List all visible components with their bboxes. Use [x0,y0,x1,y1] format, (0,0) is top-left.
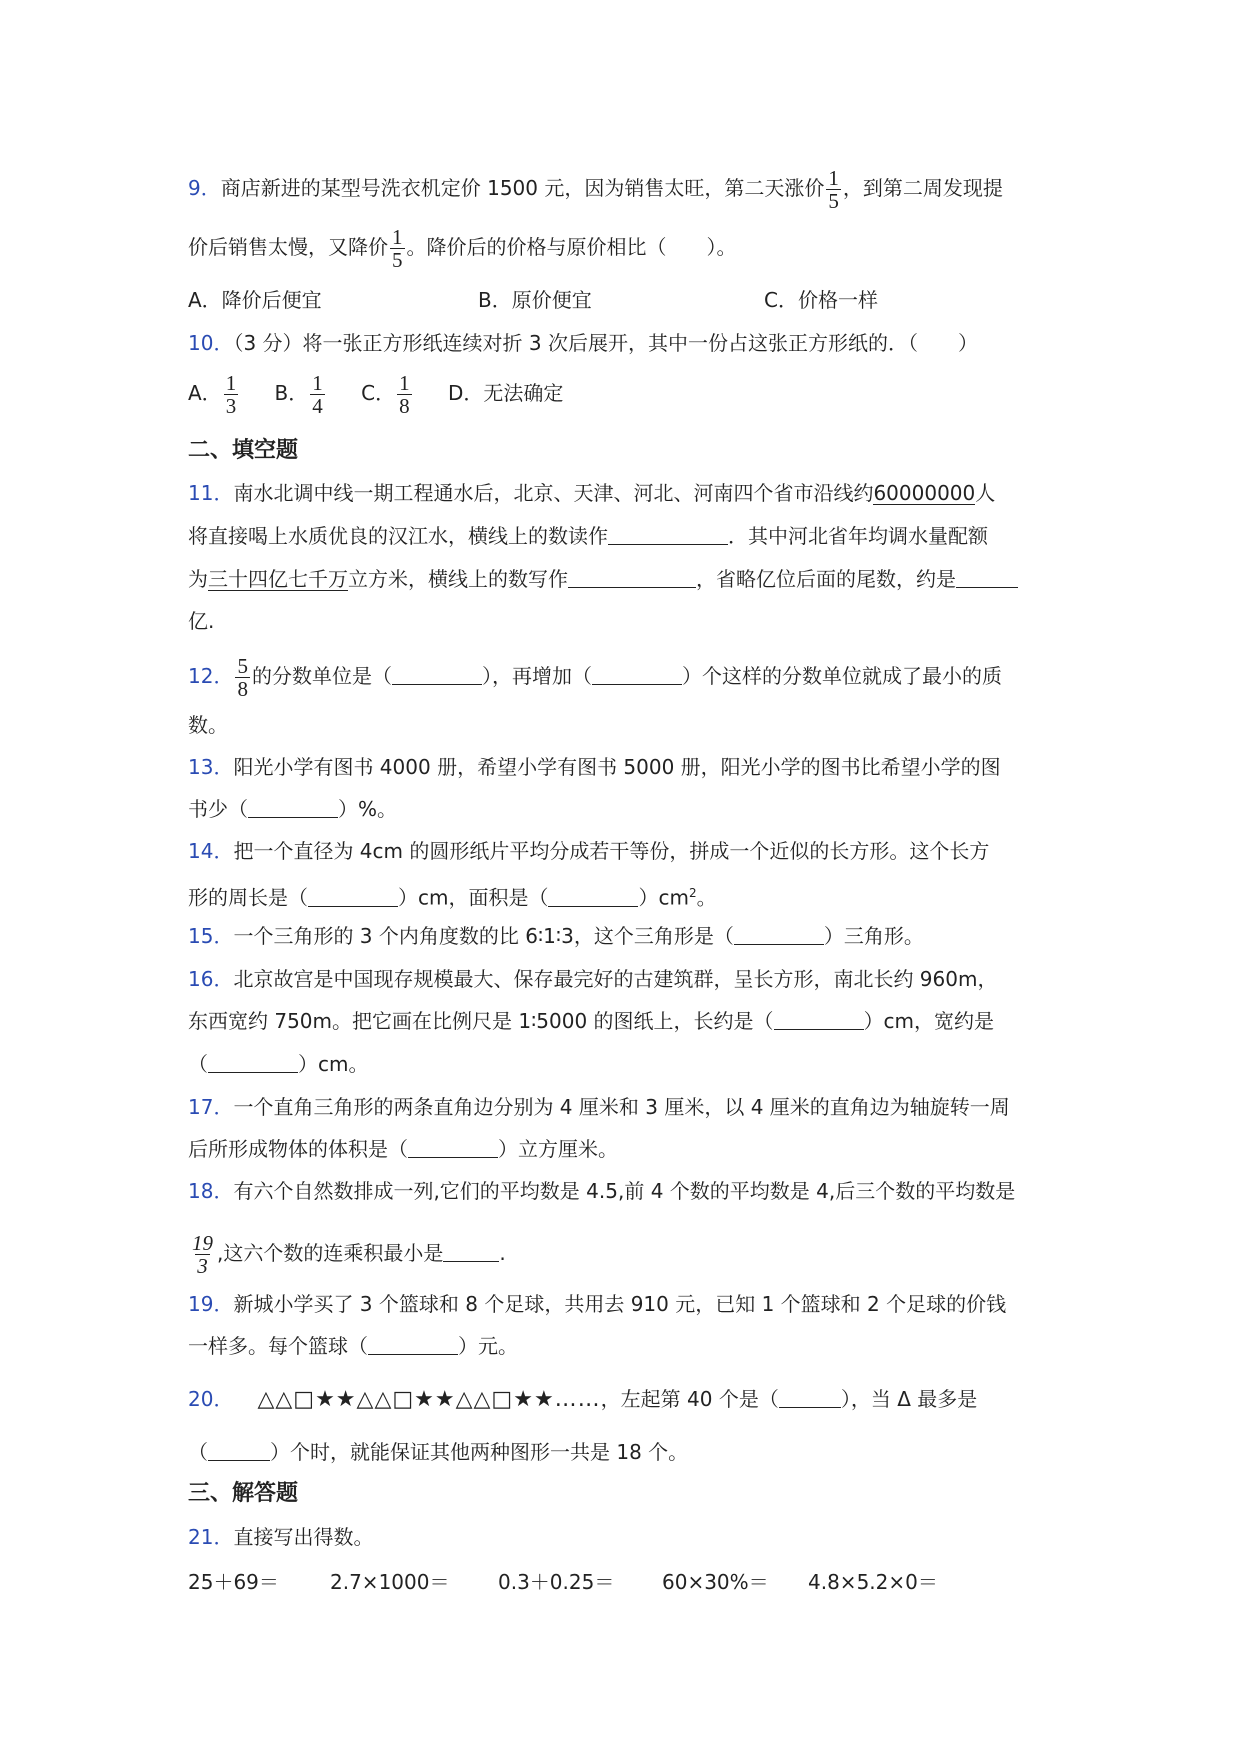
underlined-number: 60000000 [873,481,976,505]
q18-line-1: 18．有六个自然数排成一列,它们的平均数是 4.5,前 4 个数的平均数是 4,后三个数的平均数是 [188,1179,1016,1203]
q11-line-2: 将直接喝上水质优良的汉江水，横线上的数读作 ．其中河北省年均调水量配额 [188,524,988,548]
question-number: 21． [188,1525,234,1549]
fraction: $\frac{1}{8}$ [399,371,410,418]
answer-blank[interactable] [774,1009,864,1030]
q9-text: 商店新进的某型号洗衣机定价 1500 元，因为销售太旺，第二天涨价 [220,176,825,200]
question-number: 14． [188,839,234,863]
q20-line-1: 20． △△□★★△△□★★△△□★★……，左起第 40 个是（ ），当 Δ 最多是 [188,1387,978,1412]
answer-blank[interactable] [208,1440,270,1461]
answer-blank[interactable] [956,567,1018,588]
q9-option-a: A．降价后便宜 [188,288,322,312]
fraction: $\frac{1}{5}$ [828,166,839,213]
q9-line-2: 价后销售太慢，又降价 $\frac{1}{5}$ 。降价后的价格与原价相比（ ）。 [188,225,737,272]
section-heading: 二、填空题 [188,438,299,463]
answer-blank[interactable] [392,664,482,685]
q15-line: 15．一个三角形的 3 个内角度数的比 6∶1∶3，这个三角形是（ ）三角形。 [188,924,924,948]
answer-blank[interactable] [248,797,338,818]
underlined-number: 三十四亿七千万 [208,567,348,591]
q11-line-4: 亿. [188,609,215,633]
calc-item: 60×30%＝ [662,1570,769,1594]
q16-line-2: 东西宽约 750m。把它画在比例尺是 1∶5000 的图纸上，长约是（ ）cm，宽约是 [188,1009,995,1033]
question-number: 9． [188,176,221,200]
q17-line-1: 17．一个直角三角形的两条直角边分别为 4 厘米和 3 厘米，以 4 厘米的直角边为轴旋转一周 [188,1095,1010,1119]
question-number: 19． [188,1292,234,1316]
q10-line: 10．（3 分）将一张正方形纸连续对折 3 次后展开，其中一份占这张正方形纸的．（ ） [188,331,978,355]
question-number: 17． [188,1095,234,1119]
question-number: 12． [188,664,234,688]
q13-line-1: 13．阳光小学有图书 4000 册，希望小学有图书 5000 册，阳光小学的图书比希望小学的图 [188,755,1001,779]
q20-line-2: （ ）个时，就能保证其他两种图形一共是 18 个。 [188,1440,689,1464]
shape-pattern: △△□★★△△□★★△△□★★…… [257,1387,601,1412]
q21-line: 21．直接写出得数。 [188,1525,374,1549]
q19-line-2: 一样多。每个篮球（ ）元。 [188,1334,518,1358]
answer-blank[interactable] [568,567,696,588]
q14-line-1: 14．把一个直径为 4cm 的圆形纸片平均分成若干等份，拼成一个近似的长方形。这个长方 [188,839,990,863]
calc-item: 2.7×1000＝ [330,1570,450,1594]
answer-blank[interactable] [592,664,682,685]
answer-blank[interactable] [208,1052,298,1073]
q9-option-b: B．原价便宜 [478,288,592,312]
answer-blank[interactable] [779,1387,841,1408]
q13-line-2: 书少（ ）%。 [188,797,398,821]
question-number: 13． [188,755,234,779]
calc-item: 4.8×5.2×0＝ [808,1570,938,1594]
question-number: 10． [188,331,234,355]
answer-blank[interactable] [608,524,728,545]
calc-item: 0.3＋0.25＝ [498,1570,615,1594]
q18-line-2: $\frac{19}{3}$ ,这六个数的连乘积最小是 . [192,1231,506,1278]
question-number: 16． [188,967,234,991]
question-number: 11． [188,481,234,505]
q10-options: A． $\frac{1}{3}$ B． $\frac{1}{4}$ C． $\frac{1}{8}$ D．无法确定 [188,371,564,418]
q16-line-1: 16．北京故宫是中国现存规模最大、保存最完好的古建筑群，呈长方形，南北长约 960m， [188,967,998,991]
q14-line-2: 形的周长是（ ）cm，面积是（ ）$cm^2$。 [188,885,717,910]
q11-line-3: 为三十四亿七千万立方米，横线上的数写作 ，省略亿位后面的尾数，约是 [188,564,1101,594]
q16-line-3: （ ）cm。 [188,1052,369,1076]
fraction: $\frac{1}{5}$ [392,225,403,272]
q17-line-2: 后所形成物体的体积是（ ）立方厘米。 [188,1137,618,1161]
question-number: 20． [188,1387,234,1411]
fraction: $\frac{5}{8}$ [237,654,248,701]
q9-option-c: C．价格一样 [764,288,878,312]
q9-line-1: 9．商店新进的某型号洗衣机定价 1500 元，因为销售太旺，第二天涨价 $\frac{1}{5}$ ，到第二周发现提 [188,166,1003,213]
q11-line-1: 11．南水北调中线一期工程通水后，北京、天津、河北、河南四个省市沿线约60000000人 [188,481,996,505]
question-number: 15． [188,924,234,948]
fraction: $\frac{19}{3}$ [192,1231,213,1278]
section-heading: 三、解答题 [188,1481,299,1506]
fraction: $\frac{1}{3}$ [225,371,237,418]
q19-line-1: 19．新城小学买了 3 个篮球和 8 个足球，共用去 910 元，已知 1 个篮球和 2 个足球的价钱 [188,1292,1007,1316]
question-number: 18． [188,1179,234,1203]
answer-blank[interactable] [368,1334,458,1355]
answer-blank[interactable] [308,886,398,907]
q12-line-2: 数。 [188,713,228,737]
calc-item: 25＋69＝ [188,1570,279,1594]
q12-line-1: 12． $\frac{5}{8}$ 的分数单位是（ ），再增加（ ）个这样的分数单位就成了最小的质 [188,654,1002,701]
answer-blank[interactable] [408,1137,498,1158]
answer-blank[interactable] [548,886,638,907]
answer-blank[interactable] [734,924,824,945]
answer-blank[interactable] [443,1241,499,1262]
fraction: $\frac{1}{4}$ [312,371,323,418]
